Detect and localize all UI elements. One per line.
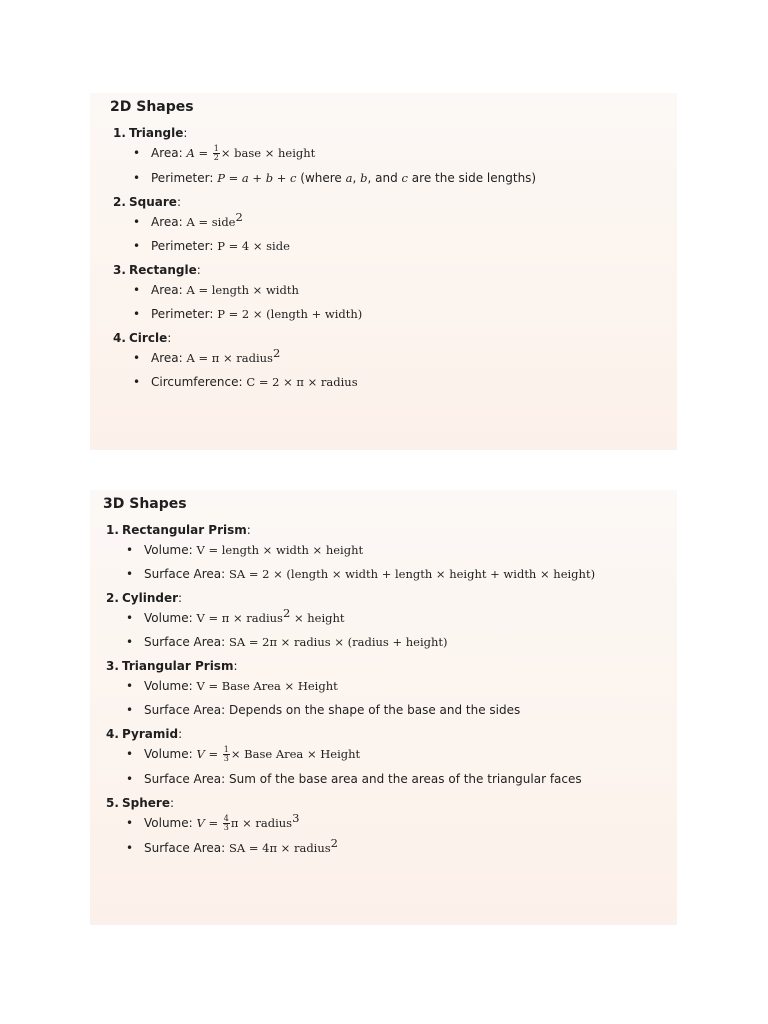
- formula-rectangle-perimeter: • Perimeter: P = 2 × (length + width): [133, 307, 363, 321]
- bullet-icon: •: [133, 146, 141, 160]
- shape-rectangular-prism: 1. Rectangular Prism: • Volume: V = length × width × height • Surface Area: SA = 2 × (length × width + length × height + width × height): [103, 522, 677, 582]
- bullet-icon: •: [126, 543, 134, 557]
- panel-3d-shapes: [90, 490, 677, 925]
- bullet-icon: •: [126, 679, 134, 693]
- shape-number: 3.: [106, 659, 119, 673]
- shape-name: Cylinder: [122, 591, 179, 605]
- bullet-icon: •: [126, 635, 134, 649]
- formula-rectangular-prism-surface-area: • Surface Area: SA = 2 × (length × width + length × height + width × height): [126, 567, 596, 581]
- shape-number: 1.: [113, 126, 126, 140]
- shape-number: 4.: [106, 727, 119, 741]
- bullet-icon: •: [133, 239, 141, 253]
- shape-circle: 4. Circle: • Area: A = π × radius$^2$ • Circumference: C = 2 × π × radius: [110, 330, 677, 390]
- list-2d-shapes: [110, 125, 677, 390]
- shape-square: 2. Square: • Area: A = side$^2$ • Perimeter: P = 4 × side: [110, 194, 677, 254]
- formula-cylinder-volume: • Volume: V = π × radius$^2$ × height: [126, 606, 345, 625]
- bullet-icon: •: [133, 171, 141, 185]
- panel-2d-shapes: [90, 93, 677, 450]
- formula-triangular-prism-surface-area: • Surface Area: Depends on the shape of the base and the sides: [126, 703, 521, 717]
- formula-square-area: • Area: A = side$^2$: [133, 210, 243, 229]
- formula-pyramid-surface-area: • Surface Area: Sum of the base area and the areas of the triangular faces: [126, 772, 582, 786]
- shape-triangular-prism: 3. Triangular Prism: • Volume: V = Base Area × Height • Surface Area: Depends on the shape of the base and the sides: [103, 658, 677, 718]
- shape-rectangle: 3. Rectangle: • Area: A = length × width • Perimeter: P = 2 × (length + width): [110, 262, 677, 322]
- formula-square-perimeter: • Perimeter: P = 4 × side: [133, 239, 290, 253]
- fraction: $\frac{1}{3}$: [223, 745, 229, 763]
- bullet-icon: •: [133, 215, 141, 229]
- bullet-icon: •: [126, 703, 134, 717]
- bullet-icon: •: [133, 351, 141, 365]
- bullet-icon: •: [133, 283, 141, 297]
- shape-name: Rectangular Prism: [122, 523, 247, 537]
- shape-number: 1.: [106, 523, 119, 537]
- shape-name: Pyramid: [122, 727, 179, 741]
- formula-circle-circumference: • Circumference: C = 2 × π × radius: [133, 375, 358, 389]
- shape-name: Triangle: [129, 126, 184, 140]
- shape-number: 2.: [106, 591, 119, 605]
- heading-2d-shapes: 2D Shapes: [110, 99, 194, 115]
- shape-name: Circle: [129, 331, 168, 345]
- formula-circle-area: • Area: A = π × radius$^2$: [133, 346, 281, 365]
- shape-name: Rectangle: [129, 263, 197, 277]
- bullet-icon: •: [133, 307, 141, 321]
- shape-triangle: 1. Triangle: • Area: A = $\frac{1}{2}$ × base × height • Perimeter: P = a + b + c (where a, b, and c are the side lengths): [110, 125, 677, 186]
- fraction: $\frac{4}{3}$: [223, 814, 229, 832]
- shape-name: Sphere: [122, 796, 170, 810]
- bullet-icon: •: [126, 611, 134, 625]
- formula-sphere-volume: • Volume: V = $\frac{4}{3}$ π × radius$^3$: [126, 811, 300, 832]
- formula-pyramid-volume: • Volume: V = $\frac{1}{3}$ × Base Area × Height: [126, 745, 361, 763]
- shape-name: Triangular Prism: [122, 659, 234, 673]
- shape-number: 3.: [113, 263, 126, 277]
- shape-number: 2.: [113, 195, 126, 209]
- formula-rectangular-prism-volume: • Volume: V = length × width × height: [126, 543, 364, 557]
- bullet-icon: •: [126, 772, 134, 786]
- list-3d-shapes: [103, 522, 677, 856]
- bullet-icon: •: [126, 567, 134, 581]
- bullet-icon: •: [133, 375, 141, 389]
- shape-number: 4.: [113, 331, 126, 345]
- formula-rectangle-area: • Area: A = length × width: [133, 283, 299, 297]
- heading-3d-shapes: 3D Shapes: [103, 496, 187, 512]
- formula-triangle-perimeter: • Perimeter: P = a + b + c (where a, b, and c are the side lengths): [133, 171, 537, 185]
- bullet-icon: •: [126, 841, 134, 855]
- shape-number: 5.: [106, 796, 119, 810]
- bullet-icon: •: [126, 816, 134, 830]
- fraction: $\frac{1}{2}$: [213, 144, 219, 162]
- shape-cylinder: 2. Cylinder: • Volume: V = π × radius$^2$ × height • Surface Area: SA = 2π × radius × (radius + height): [103, 590, 677, 650]
- shape-pyramid: 4. Pyramid: • Volume: V = $\frac{1}{3}$ × Base Area × Height • Surface Area: Sum of the base area and the areas of the triangular faces: [103, 726, 677, 787]
- bullet-icon: •: [126, 747, 134, 761]
- shape-sphere: 5. Sphere: • Volume: V = $\frac{4}{3}$ π × radius$^3$ • Surface Area: SA = 4π × radius$^2$: [103, 795, 677, 856]
- formula-sphere-surface-area: • Surface Area: SA = 4π × radius$^2$: [126, 836, 338, 855]
- formula-cylinder-surface-area: • Surface Area: SA = 2π × radius × (radius + height): [126, 635, 448, 649]
- formula-triangular-prism-volume: • Volume: V = Base Area × Height: [126, 679, 338, 693]
- shape-name: Square: [129, 195, 177, 209]
- formula-triangle-area: • Area: A = $\frac{1}{2}$ × base × height: [133, 144, 316, 162]
